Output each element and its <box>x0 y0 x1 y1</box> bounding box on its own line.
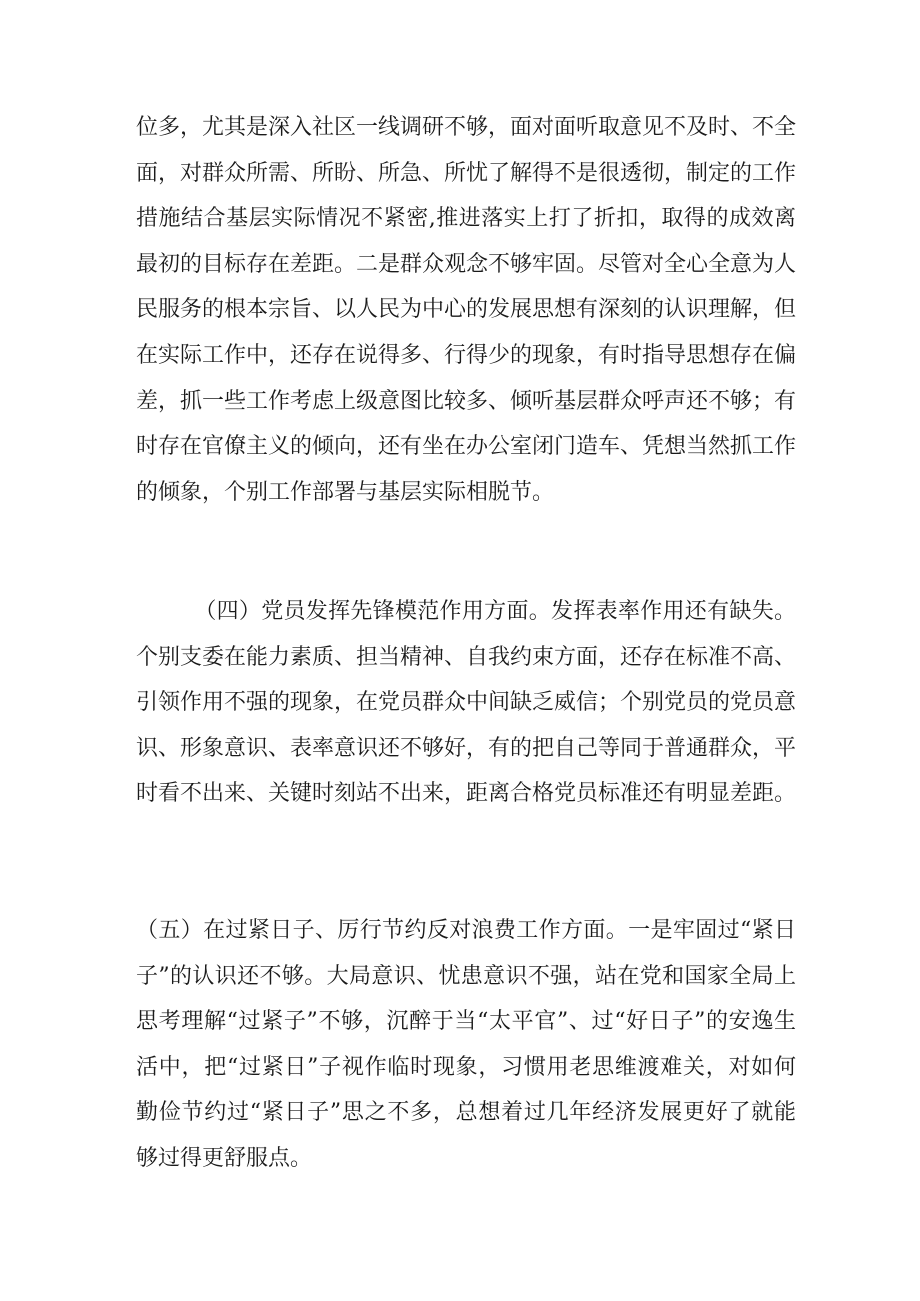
paragraph-section-five: （五）在过紧日子、厉行节约反对浪费工作方面。一是牢固过“紧日子”的认识还不够。大局意识、忧患意识不强，站在党和国家全局上思考理解“过紧子”不够，沉醉于当“太平官”、过“好日子”的安逸生活中，把“过紧日”子视作临时现象，习惯用老思维渡难关，对如何勤俭节约过“紧日子”思之不多，总想着过几年经济发展更好了就能够过得更舒服点。 <box>136 918 797 1171</box>
paragraph-block-2 <box>136 589 796 817</box>
paragraph-section-four: （四）党员发挥先锋模范作用方面。发挥表率作用还有缺失。个别支委在能力素质、担当精神、自我约束方面，还存在标准不高、引领作用不强的现象，在党员群众中间缺乏威信；个别党员的党员意识、形象意识、表率意识还不够好，有的把自己等同于普通群众，平时看不出来、关键时刻站不出来，距离合格党员标准还有明显差距。 <box>136 599 797 807</box>
paragraph-block-1 <box>136 105 796 515</box>
paragraph-block-3 <box>136 908 796 1182</box>
paragraph-continuation: 位多，尤其是深入社区一线调研不够，面对面听取意见不及时、不全面，对群众所需、所盼、所急、所忧了解得不是很透彻，制定的工作措施结合基层实际情况不紧密,推进落实上打了折扣，取得的成效离最初的目标存在差距。二是群众观念不够牢固。尽管对全心全意为人民服务的根本宗旨、以人民为中心的发展思想有深刻的认识理解，但在实际工作中，还存在说得多、行得少的现象，有时指导思想存在偏差，抓一些工作考虑上级意图比较多、倾听基层群众呼声还不够；有时存在官僚主义的倾向，还有坐在办公室闭门造车、凭想当然抓工作的倾象，个别工作部署与基层实际相脱节。 <box>136 115 797 505</box>
